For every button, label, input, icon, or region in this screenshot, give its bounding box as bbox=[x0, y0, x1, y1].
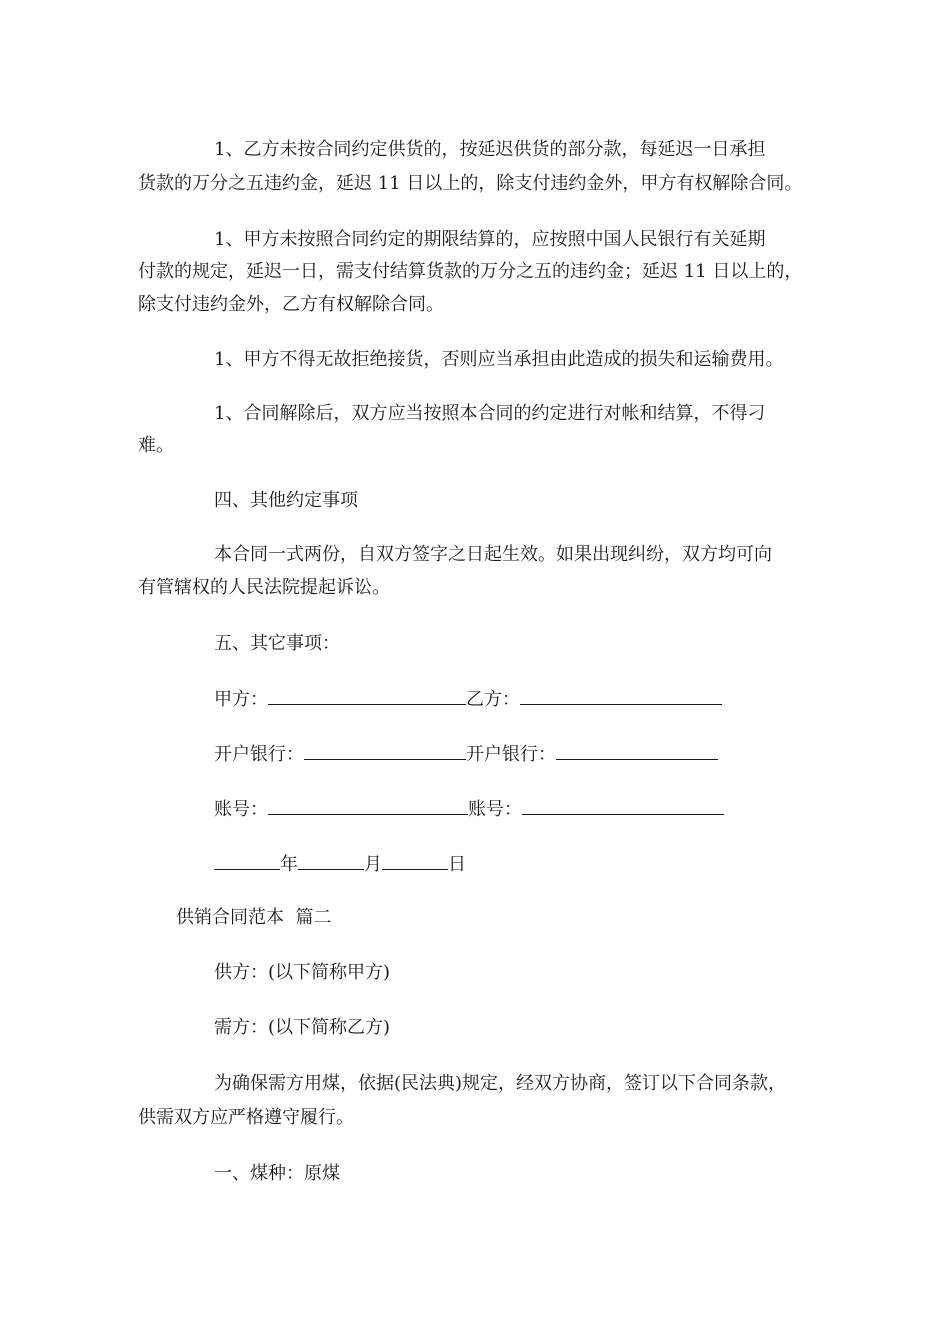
intro-line-2: 供需双方应严格遵守履行。 bbox=[138, 1107, 354, 1128]
date-row bbox=[214, 851, 466, 877]
day-label: 日 bbox=[448, 854, 466, 875]
account-b-blank[interactable] bbox=[522, 796, 724, 815]
account-b-label: 账号： bbox=[468, 799, 522, 820]
party-a-blank[interactable] bbox=[268, 686, 466, 705]
supplier-line: 供方：(以下简称甲方) bbox=[214, 962, 391, 983]
section-5-heading: 五、其它事项： bbox=[214, 633, 340, 654]
bank-b-blank[interactable] bbox=[556, 741, 718, 760]
clause-2-line-3: 除支付违约金外，乙方有权解除合同。 bbox=[138, 294, 444, 315]
clause-1-line-2: 货款的万分之五违约金，延迟 11 日以上的，除支付违约金外，甲方有权解除合同。 bbox=[138, 173, 803, 194]
year-label: 年 bbox=[280, 854, 298, 875]
account-a-label: 账号： bbox=[214, 799, 268, 820]
clause-4-line-2: 难。 bbox=[138, 435, 174, 456]
bank-b-label: 开户银行： bbox=[466, 744, 556, 765]
buyer-line: 需方：(以下简称乙方) bbox=[214, 1017, 391, 1038]
clause-1-line-1: 1、乙方未按合同约定供货的，按延迟供货的部分款，每延迟一日承担 bbox=[214, 139, 766, 160]
section-4-body-line-1: 本合同一式两份，自双方签字之日起生效。如果出现纠纷，双方均可向 bbox=[214, 544, 772, 565]
account-a-blank[interactable] bbox=[268, 796, 468, 815]
clause-2-line-2: 付款的规定，延迟一日，需支付结算货款的万分之五的违约金；延迟 11 日以上的， bbox=[138, 261, 803, 282]
party-b-blank[interactable] bbox=[520, 686, 722, 705]
clause-2-line-1: 1、甲方未按照合同约定的期限结算的，应按照中国人民银行有关延期 bbox=[214, 229, 766, 250]
bank-a-label: 开户银行： bbox=[214, 744, 304, 765]
bank-a-blank[interactable] bbox=[304, 741, 466, 760]
clause-3-line-1: 1、甲方不得无故拒绝接货，否则应当承担由此造成的损失和运输费用。 bbox=[214, 349, 784, 370]
clause-4-line-1: 1、合同解除后，双方应当按照本合同的约定进行对帐和结算，不得刁 bbox=[214, 403, 766, 424]
account-row bbox=[214, 796, 724, 822]
item-1: 一、煤种：原煤 bbox=[214, 1163, 340, 1184]
intro-line-1: 为确保需方用煤，依据(民法典)规定，经双方协商，签订以下合同条款， bbox=[214, 1073, 787, 1094]
month-label: 月 bbox=[364, 854, 382, 875]
section-4-body-line-2: 有管辖权的人民法院提起诉讼。 bbox=[138, 577, 390, 598]
section-4-heading: 四、其他约定事项 bbox=[214, 490, 358, 511]
year-blank[interactable] bbox=[214, 851, 280, 870]
party-row bbox=[214, 686, 722, 712]
party-a-label: 甲方： bbox=[214, 689, 268, 710]
party-b-label: 乙方： bbox=[466, 689, 520, 710]
day-blank[interactable] bbox=[382, 851, 448, 870]
part-2-title: 供销合同范本 篇二 bbox=[176, 907, 332, 928]
month-blank[interactable] bbox=[298, 851, 364, 870]
bank-row bbox=[214, 741, 718, 767]
